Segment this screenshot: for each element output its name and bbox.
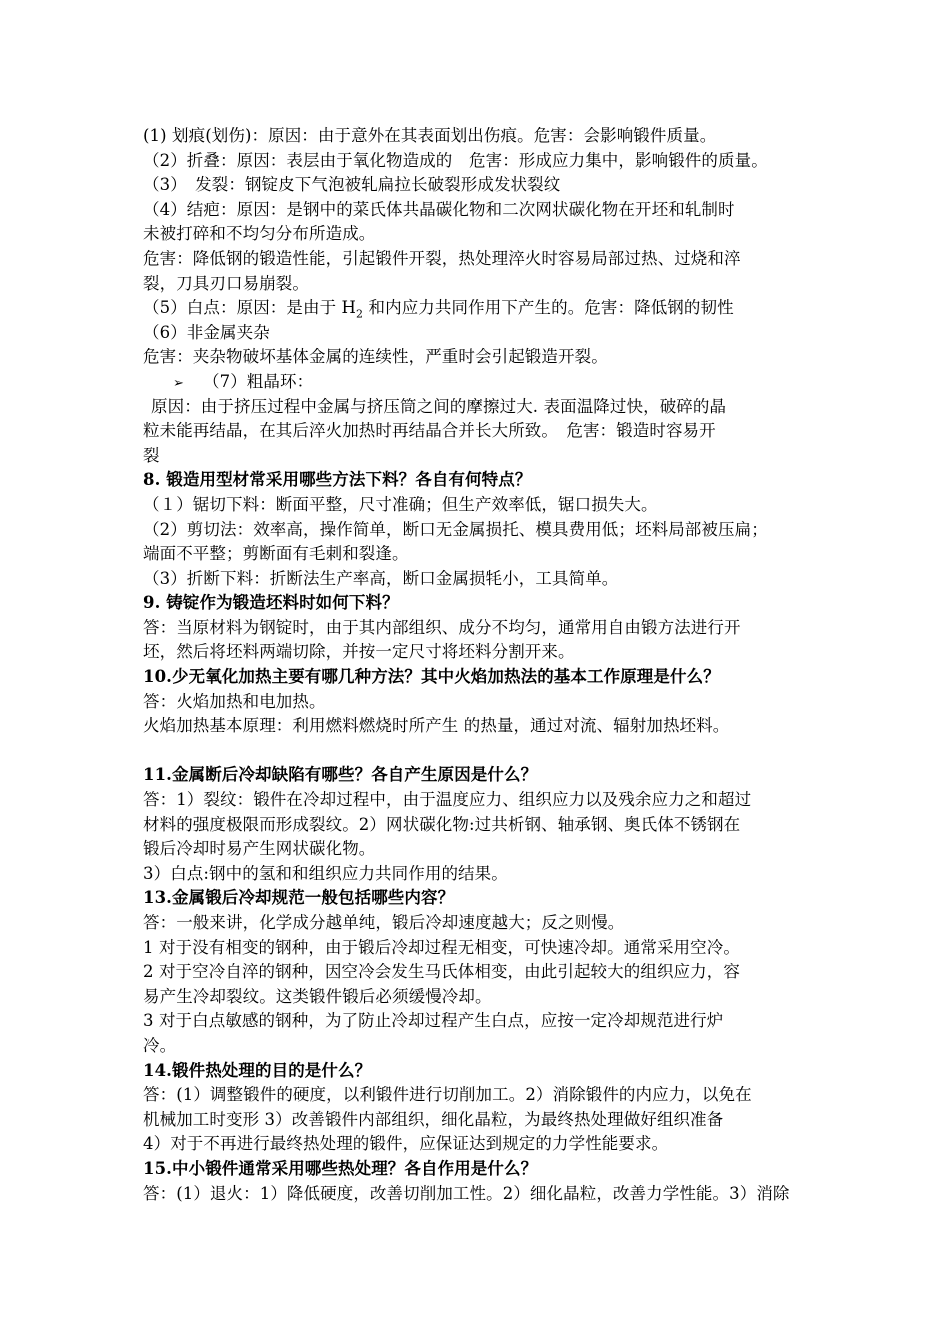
text-line: 答：火焰加热和电加热。 bbox=[143, 691, 326, 711]
text-line: 3 对于白点敏感的钢种，为了防止冷却过程产生白点，应按一定冷却规范进行炉 bbox=[143, 1011, 724, 1031]
text-line: （3） 发裂：钢锭皮下气泡被轧扁拉长破裂形成发状裂纹 bbox=[143, 175, 561, 195]
question-heading: 9. 铸锭作为锻造坯料时如何下料？ bbox=[143, 593, 399, 613]
text-line: 材料的强度极限而形成裂纹。2）网状碳化物:过共析钢、轴承钢、奥氏体不锈钢在 bbox=[143, 814, 741, 834]
text-line: 锻后冷却时易产生网状碳化物。 bbox=[143, 839, 376, 859]
text-line: 易产生冷却裂纹。这类锻件锻后必须缓慢冷却。 bbox=[143, 986, 492, 1006]
text-line: （１）锯切下料：断面平整，尺寸准确；但生产效率低，锯口损失大。 bbox=[143, 494, 658, 514]
text-line: 答：(1）调整锻件的硬度，以利锻件进行切削加工。2）消除锻件的内应力，以免在 bbox=[143, 1085, 752, 1105]
text-line: （2）折叠：原因：表层由于氧化物造成的 危害：形成应力集中，影响锻件的质量。 bbox=[143, 150, 768, 170]
text-line: 4）对于不再进行最终热处理的锻件，应保证达到规定的力学性能要求。 bbox=[143, 1134, 669, 1154]
text-line: 端面不平整；剪断面有毛刺和裂逢。 bbox=[143, 544, 409, 564]
text-line: （6）非金属夹杂 bbox=[143, 322, 270, 342]
bullet-line bbox=[143, 370, 811, 395]
text-line: 机械加工时变形 3）改善锻件内部组织，细化晶粒，为最终热处理做好组织准备 bbox=[143, 1109, 724, 1129]
text-line: 坯，然后将坯料两端切除，并按一定尺寸将坯料分割开来。 bbox=[143, 642, 575, 662]
question-heading: 11.金属断后冷却缺陷有哪些？各自产生原因是什么？ bbox=[143, 765, 538, 785]
text-line: (1) 划痕(划伤)：原因：由于意外在其表面划出伤痕。危害：会影响锻件质量。 bbox=[143, 126, 717, 145]
text-segment: 和内应力共同作用下产生的。危害：降低钢的韧性 bbox=[363, 298, 734, 318]
text-line: 危害：降低钢的锻造性能，引起锻件开裂，热处理淬火时容易局部过热、过烧和淬 bbox=[143, 248, 741, 268]
text-line: 答：当原材料为钢锭时，由于其内部组织、成分不均匀，通常用自由锻方法进行开 bbox=[143, 617, 741, 637]
text-line: 答：1）裂纹：锻件在冷却过程中，由于温度应力、组织应力以及残余应力之和超过 bbox=[143, 790, 752, 810]
text-line: 答：一般来讲，化学成分越单纯，锻后冷却速度越大；反之则慢。 bbox=[143, 913, 625, 932]
text-line: 未被打碎和不均匀分布所造成。 bbox=[143, 224, 376, 244]
text-line: 原因：由于挤压过程中金属与挤压筒之间的摩擦过大. 表面温降过快，破碎的晶 bbox=[151, 396, 727, 416]
text-line: 裂 bbox=[143, 445, 160, 465]
bullet-text: （7）粗晶环： bbox=[203, 371, 314, 391]
text-line: 火焰加热基本原理：利用燃料燃烧时所产生 的热量，通过对流、辐射加热坯料。 bbox=[143, 716, 730, 736]
text-line: 3）白点:钢中的氢和和组织应力共同作用的结果。 bbox=[143, 863, 508, 883]
text-segment: （5）白点：原因：是由于 H bbox=[143, 298, 357, 318]
text-line: 冷。 bbox=[143, 1035, 177, 1055]
text-line: 答：(1）退火：1）降低硬度，改善切削加工性。2）细化晶粒，改善力学性能。3）消除 bbox=[143, 1183, 790, 1203]
text-line: 1 对于没有相变的钢种，由于锻后冷却过程无相变，可快速冷却。通常采用空冷。 bbox=[143, 937, 740, 957]
document-page bbox=[143, 124, 811, 1206]
text-line: 裂，刀具刃口易崩裂。 bbox=[143, 273, 309, 293]
arrow-bullet-icon: ➢ bbox=[173, 375, 184, 391]
text-line: 危害：夹杂物破坏基体金属的连续性，严重时会引起锻造开裂。 bbox=[143, 347, 608, 367]
question-heading: 14.锻件热处理的目的是什么？ bbox=[143, 1060, 372, 1080]
text-line: 粒未能再结晶，在其后淬火加热时再结晶合并长大所致。 危害：锻造时容易开 bbox=[143, 421, 716, 441]
subscript: 2 bbox=[356, 307, 364, 321]
text-line: 2 对于空冷自淬的钢种，因空冷会发生马氏体相变，由此引起较大的组织应力，容 bbox=[143, 962, 740, 982]
text-line: （4）结疤：原因：是钢中的菜氏体共晶碳化物和二次网状碳化物在开坯和轧制时 bbox=[143, 199, 735, 219]
question-heading: 10.少无氧化加热主要有哪几种方法？其中火焰加热法的基本工作原理是什么？ bbox=[143, 667, 720, 687]
text-line-with-subscript bbox=[143, 296, 811, 321]
question-heading: 13.金属锻后冷却规范一般包括哪些内容？ bbox=[143, 888, 455, 908]
question-heading: 15.中小锻件通常采用哪些热处理？各自作用是什么？ bbox=[143, 1158, 538, 1178]
text-line: （3）折断下料：折断法生产率高，断口金属损牦小，工具简单。 bbox=[143, 568, 619, 588]
text-line: （2）剪切法：效率高，操作简单，断口无金属损托、模具费用低；坯料局部被压扁； bbox=[143, 519, 768, 539]
blank-line bbox=[143, 739, 811, 764]
question-heading: 8. 锻造用型材常采用哪些方法下料？各自有何特点？ bbox=[143, 470, 532, 490]
